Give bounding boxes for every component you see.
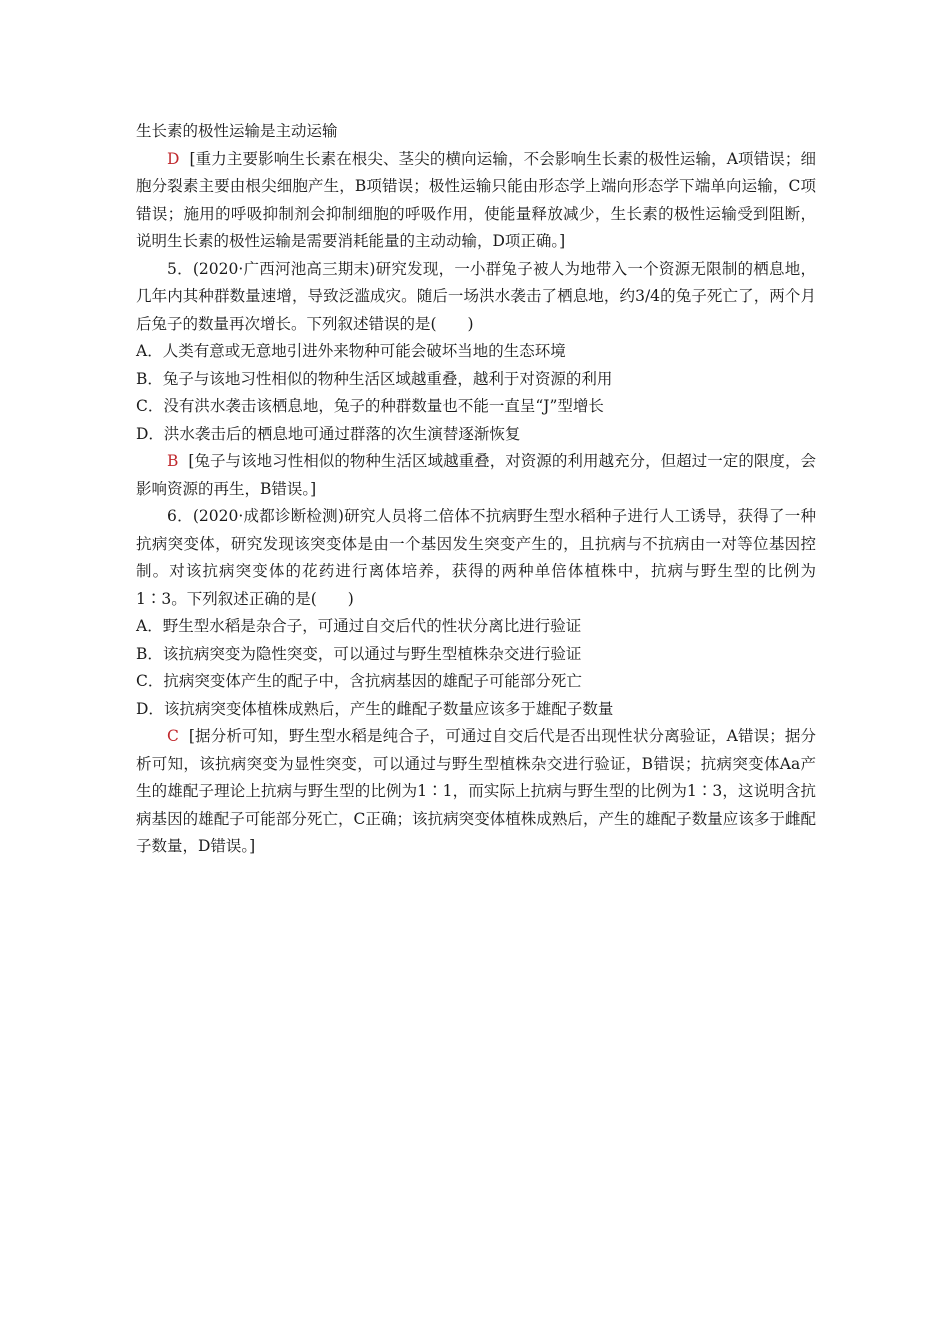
- question-6-option-c: C．抗病突变体产生的配子中，含抗病基因的雄配子可能部分死亡: [136, 672, 582, 690]
- document-page: [136, 118, 816, 861]
- answer-letter: C: [167, 727, 179, 745]
- answer-letter: D: [167, 149, 180, 168]
- question-5-stem: 5．(2020·广西河池高三期末)研究发现，一小群兔子被人为地带入一个资源无限制的栖息地，几年内其种群数量速增，导致泛滥成灾。随后一场洪水袭击了栖息地，约3/4的兔子死亡了，两个月后兔子的数量再次增长。下列叙述错误的是( ): [136, 259, 816, 333]
- question-5-option-d: D．洪水袭击后的栖息地可通过群落的次生演替逐渐恢复: [136, 424, 521, 443]
- question-5-option-c: C．没有洪水袭击该栖息地，兔子的种群数量也不能一直呈“J”型增长: [136, 397, 604, 415]
- question-5-option-a: A．人类有意或无意地引进外来物种可能会破坏当地的生态环境: [136, 342, 566, 360]
- question-5-option-b: B．兔子与该地习性相似的物种生活区域越重叠，越利于对资源的利用: [136, 369, 613, 388]
- answer-explanation-q6: [136, 723, 816, 861]
- answer-explanation-q5: [136, 448, 816, 503]
- question-6-stem: 6．(2020·成都诊断检测)研究人员将二倍体不抗病野生型水稻种子进行人工诱导，获得了一种抗病突变体，研究发现该突变体是由一个基因发生突变产生的，且抗病与不抗病由一对等位基因控制。对该抗病突变体的花药进行离体培养，获得的两种单倍体植株中，抗病与野生型的比例为1∶3。下列叙述正确的是( ): [136, 507, 816, 608]
- answer-text: [兔子与该地习性相似的物种生活区域越重叠，对资源的利用越充分，但超过一定的限度，会影响资源的再生，B错误。]: [136, 452, 816, 498]
- previous-answer-tail: 生长素的极性运输是主动运输: [136, 122, 338, 140]
- answer-explanation-q4: [136, 146, 816, 256]
- question-6-option-b: B．该抗病突变为隐性突变，可以通过与野生型植株杂交进行验证: [136, 644, 582, 663]
- answer-text: [据分析可知，野生型水稻是纯合子，可通过自交后代是否出现性状分离验证，A错误；据分析可知，该抗病突变为显性突变，可以通过与野生型植株杂交进行验证，B错误；抗病突变体Aa产生的雄配子理论上抗病与野生型的比例为1∶1，而实际上抗病与野生型的比例为1∶3，这说明含抗病基因的雄配子可能部分死亡，C正确；该抗病突变体植株成熟后，产生的雄配子数量应该多于雌配子数量，D错误。]: [136, 727, 816, 855]
- answer-text: [重力主要影响生长素在根尖、茎尖的横向运输，不会影响生长素的极性运输，A项错误；细胞分裂素主要由根尖细胞产生，B项错误；极性运输只能由形态学上端向形态学下端单向运输，C项错误；施用的呼吸抑制剂会抑制细胞的呼吸作用，使能量释放减少，生长素的极性运输受到阻断，说明生长素的极性运输是需要消耗能量的主动动输，D项正确。]: [136, 149, 816, 250]
- question-6-option-d: D．该抗病突变体植株成熟后，产生的雌配子数量应该多于雄配子数量: [136, 699, 614, 718]
- answer-letter: B: [167, 452, 179, 470]
- question-6-option-a: A．野生型水稻是杂合子，可通过自交后代的性状分离比进行验证: [136, 617, 582, 635]
